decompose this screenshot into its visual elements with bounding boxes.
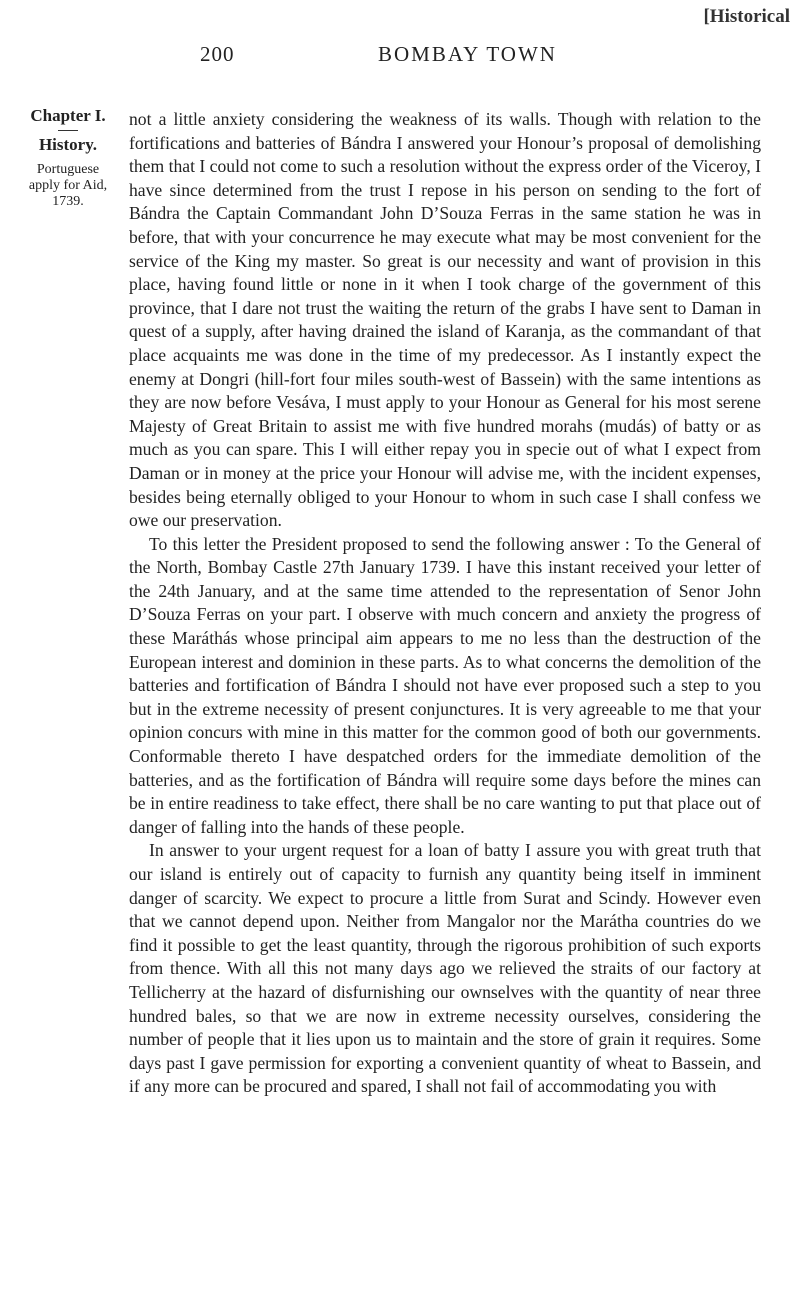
margin-history: History. xyxy=(38,134,98,154)
paragraph-3: In answer to your urgent request for a loan of batty I assure you with great truth that our island is entirely out of capacity to furnish any quantity being itself in imminent danger of scarcity. We expect to procure a little from Surat and Scindy. However even that we cannot depend upon. Neither from Mangalor nor the Marátha countries do we find it possible to get the least quantity, through the rigorous prohibition of such exports from thence. With all this not many days ago we relieved the straits of our factory at Tellicherry at the hazard of disfurnishing our ownselves with the quantity of near three hundred bales, so that we are now in extreme necessity ourselves, considering the number of people that it lies upon us to maintain and the store of grain it requires. Some days past I gave permission for exporting a convenient quantity of wheat to Bassein, and if any more can be procured and spared, I shall not fail of accommodating you with xyxy=(129,840,761,1097)
margin-year: 1739. xyxy=(52,194,84,210)
page-number: 200 xyxy=(200,42,235,66)
running-title: BOMBAY TOWN xyxy=(378,42,557,66)
paragraph-1: not a little anxiety considering the weakness of its walls. Though with relation to the fortifications and batteries of Bándra I answered your Honour’s proposal of demolishing them that I could not come to such a resolution without the express order of the Viceroy, I have since determined from the trust I repose in his person on sending to the fort of Bándra the Captain Commandant John D’Souza Ferras in the same station he was in before, that with your concurrence he may execute what may be most convenient for the service of the King my master. So great is our necessity and want of provision in this place, having found little or none in it when I took charge of the government of this province, that I dare not trust the waiting the return of the grabs I have sent to Daman in quest of a supply, after having drained the island of Karanja, as the commandant of that place acquaints me was done in the time of my predecessor. As I instantly expect the enemy at Dongri (hill-fort four miles south-west of Bassein) with the same intentions as they are now before Vesáva, I must apply to your Honour as General for his most serene Majesty of Great Britain to assist me with five hundred morahs (mudás) of batty or as much as you can spare. This I will either repay you in specie out of what I expect from Daman or in money at the price your Honour will advise me, with the incident expenses, besides being eternally obliged to your Honour to whom in such case I shall confess we owe our preservation. xyxy=(129,109,761,531)
margin-rule xyxy=(58,130,78,131)
margin-chapter: Chapter I. xyxy=(30,106,106,125)
section-label: [Historical xyxy=(703,6,790,27)
body-text xyxy=(129,108,761,1099)
paragraph-2: To this letter the President proposed to send the following answer : To the General of the North, Bombay Castle 27th January 1739. I have this instant received your letter of the 24th January, and at the same time attended to the representation of Senor John D’Souza Ferras on your part. I observe with much concern and anxiety the progress of these Maráthás whose principal aim appears to me no less than the destruction of the European interest and dominion in these parts. As to what concerns the demolition of the batteries and fortification of Bándra I should not have ever proposed such a step to you but in the extreme necessity of present conjunctures. It is very agreeable to me that your opinion concurs with mine in this matter for the common good of both our governments. Conformable thereto I have despatched orders for the immediate demolition of the batteries, and as the fortification of Bándra will require some days before the mines can be in entire readiness to take effect, there shall be no care wanting to put that place out of danger of falling into the hands of these people. xyxy=(129,533,761,837)
margin-subject: Portuguese apply for Aid, xyxy=(28,162,108,194)
margin-notes xyxy=(28,106,108,210)
